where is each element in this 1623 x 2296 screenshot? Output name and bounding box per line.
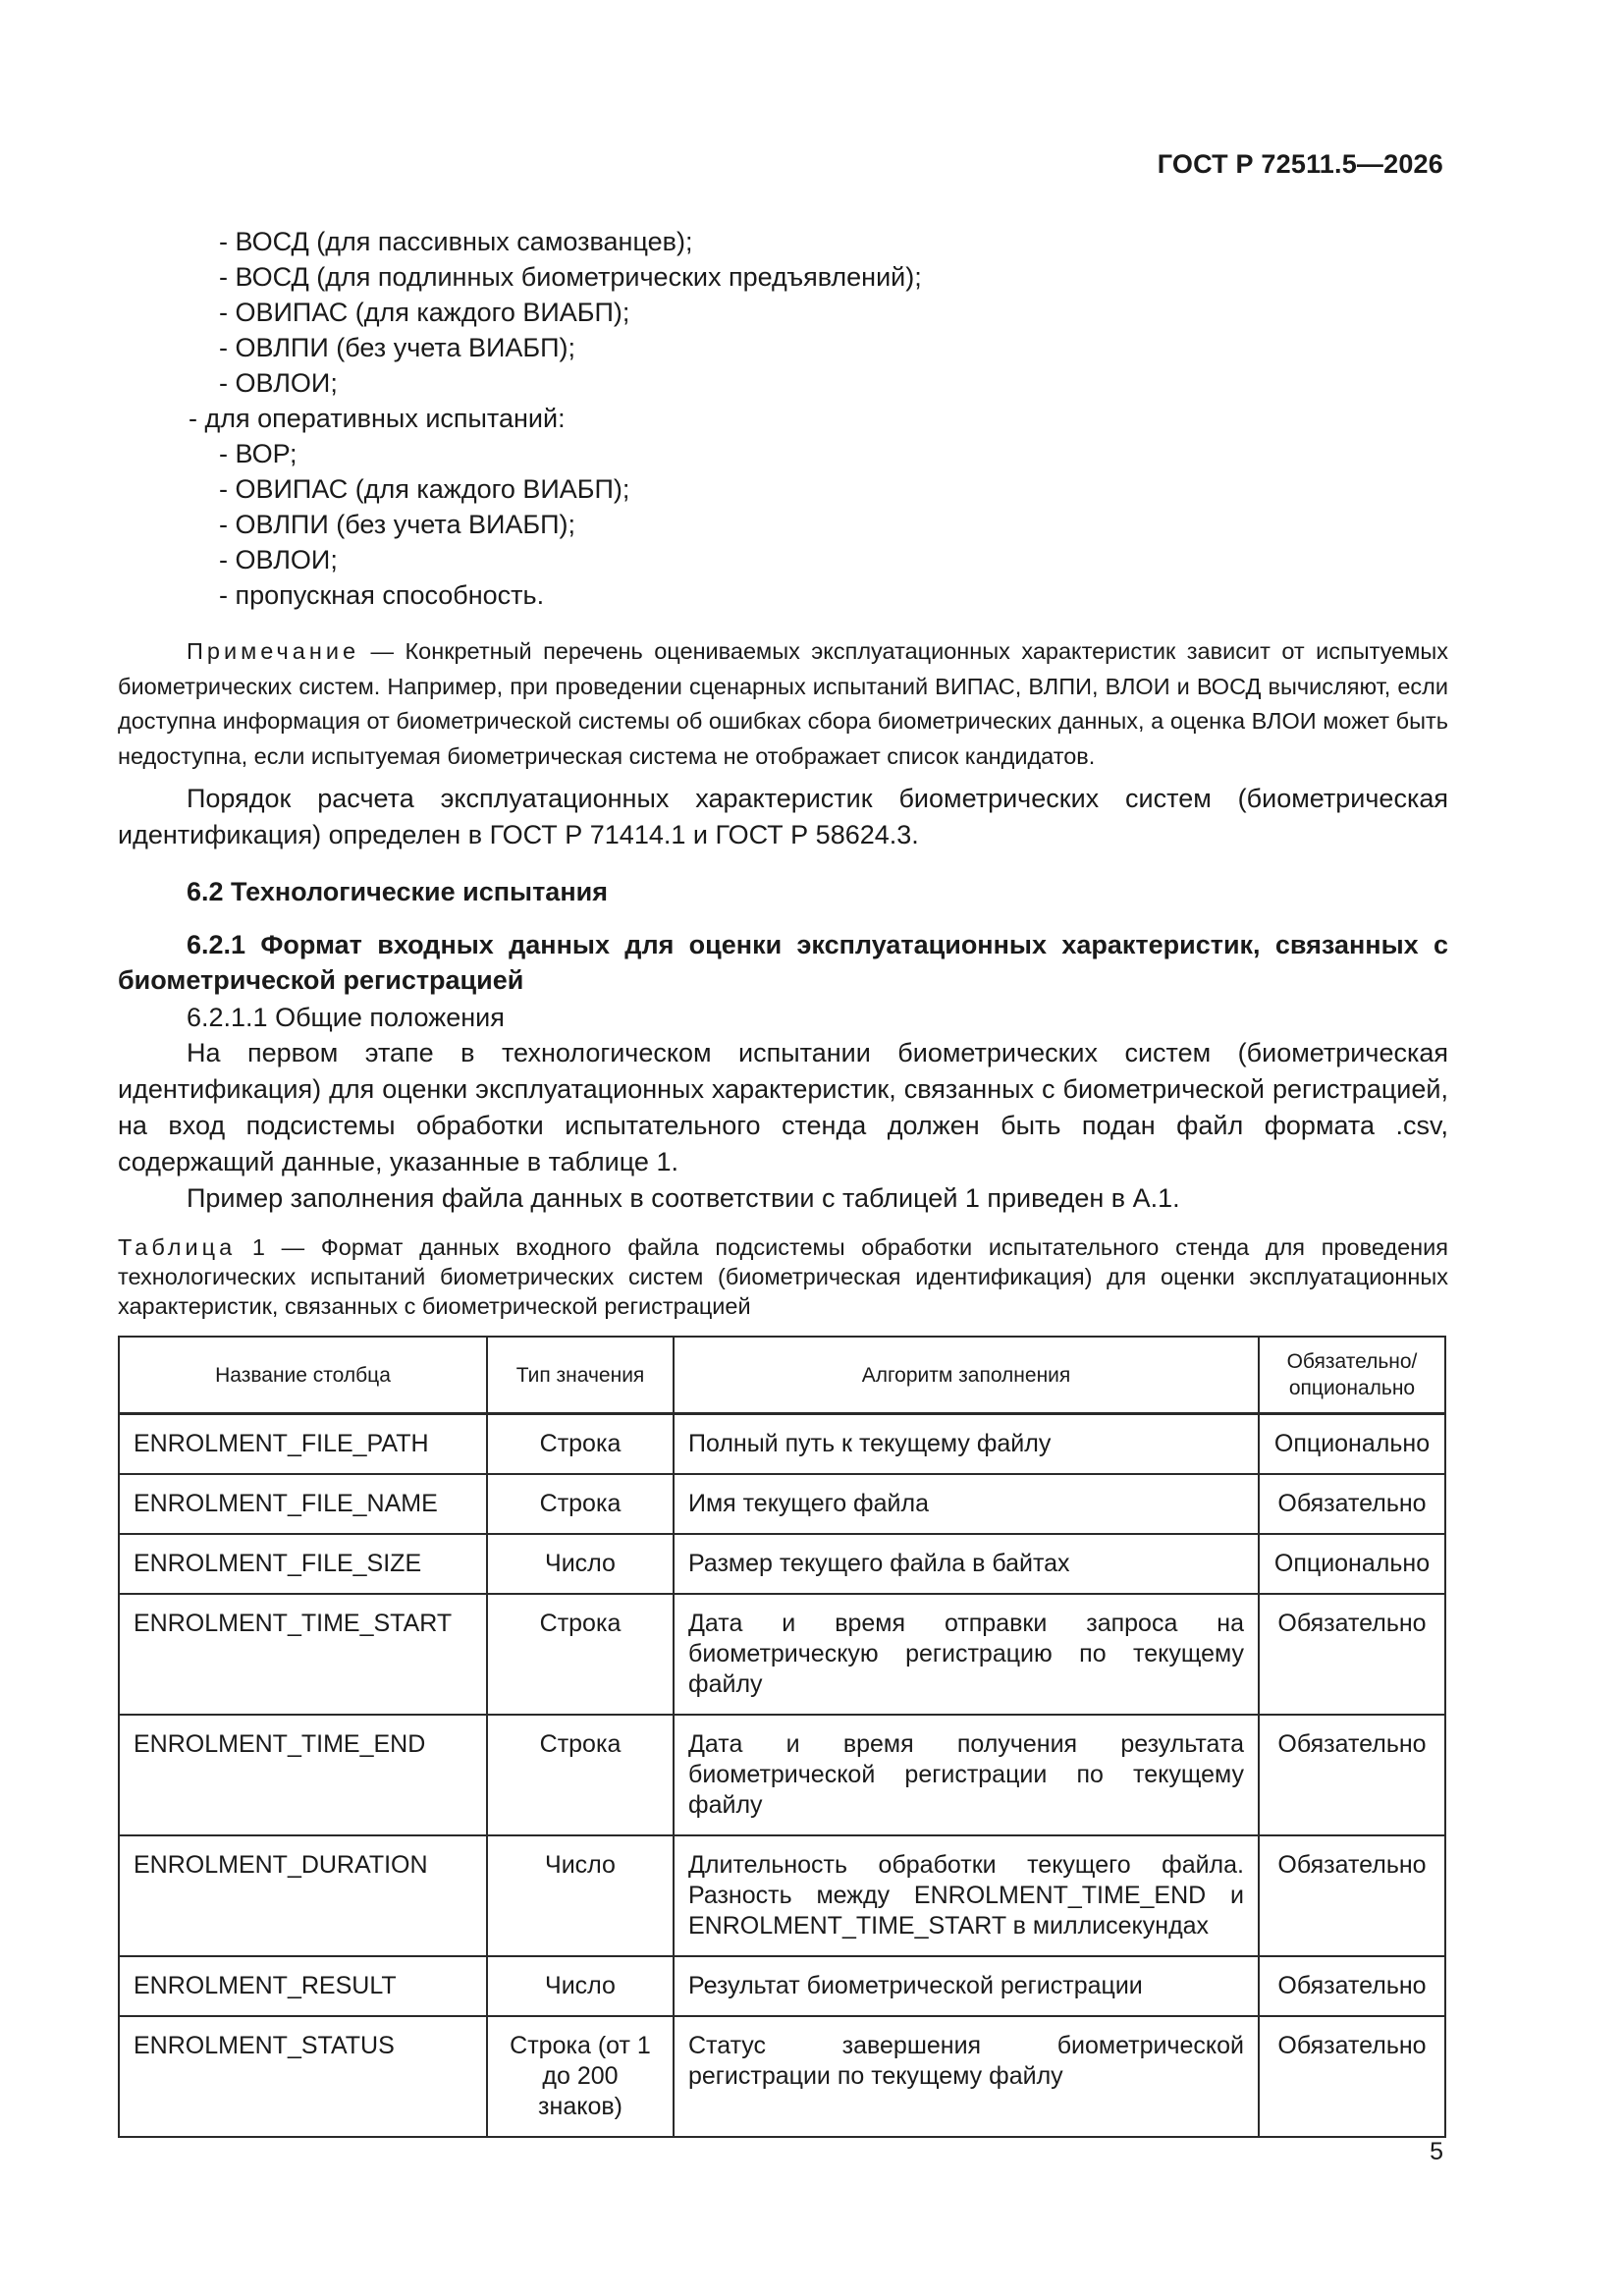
list-item: - для оперативных испытаний: bbox=[189, 404, 566, 433]
column-header: Алгоритм заполнения bbox=[674, 1337, 1259, 1414]
cell-requirement: Опционально bbox=[1259, 1414, 1445, 1475]
note-text: — Конкретный перечень оцениваемых эксплуатационных характеристик зависит от испытуемых биометрических систем. Например, при проведении сценарных испытаний ВИПАС, ВЛПИ, ВЛОИ и ВОСД вычисляют, если доступна информация от биометрической системы об ошибках сбора биометрических данных, а оценка ВЛОИ может быть недоступна, если испытуемая биометрическая система не отображает список кандидатов. bbox=[118, 638, 1448, 769]
section-heading-6-2-1-1: 6.2.1.1 Общие положения bbox=[187, 1003, 505, 1032]
table-caption-label: Таблица bbox=[118, 1234, 237, 1260]
cell-column-name: ENROLMENT_DURATION bbox=[119, 1835, 487, 1956]
note-label: Примечание bbox=[187, 638, 360, 664]
table-row bbox=[119, 1835, 1445, 1956]
cell-value-type: Строка (от 1 до 200 знаков) bbox=[487, 2016, 674, 2137]
cell-value-type: Число bbox=[487, 1956, 674, 2016]
list-item: - ОВИПАС (для каждого ВИАБП); bbox=[219, 474, 630, 504]
cell-fill-algorithm: Длительность обработки текущего файла. Разность между ENROLMENT_TIME_END и ENROLMENT_TIME_START в миллисекундах bbox=[674, 1835, 1259, 1956]
table-caption: Таблица 1 — Формат данных входного файла подсистемы обработки испытательного стенда для проведения технологических испытаний биометрических систем (биометрическая идентификация) для оценки эксплуатационных характеристик, связанных с биометрической регистрацией bbox=[118, 1234, 1448, 1319]
cell-requirement: Обязательно bbox=[1259, 1715, 1445, 1835]
table-row bbox=[119, 2016, 1445, 2137]
table-row bbox=[119, 1715, 1445, 1835]
list-item: - ВОР; bbox=[219, 439, 298, 468]
table-row bbox=[119, 1594, 1445, 1715]
table-row bbox=[119, 1956, 1445, 2016]
list-item: - ОВЛОИ; bbox=[219, 368, 338, 398]
cell-value-type: Строка bbox=[487, 1715, 674, 1835]
table-row bbox=[119, 1534, 1445, 1594]
cell-column-name: ENROLMENT_FILE_NAME bbox=[119, 1474, 487, 1534]
cell-fill-algorithm: Дата и время получения результата биометрической регистрации по текущему файлу bbox=[674, 1715, 1259, 1835]
note-paragraph bbox=[118, 634, 1448, 774]
list-item: - ВОСД (для пассивных самозванцев); bbox=[219, 227, 693, 256]
cell-column-name: ENROLMENT_TIME_END bbox=[119, 1715, 487, 1835]
column-header: Тип значения bbox=[487, 1337, 674, 1414]
document-code: ГОСТ Р 72511.5—2026 bbox=[1157, 149, 1443, 179]
cell-column-name: ENROLMENT_RESULT bbox=[119, 1956, 487, 2016]
cell-value-type: Строка bbox=[487, 1594, 674, 1715]
section-heading-6-2: 6.2 Технологические испытания bbox=[187, 877, 608, 906]
list-item: - ОВЛОИ; bbox=[219, 545, 338, 574]
example-paragraph: Пример заполнения файла данных в соответствии с таблицей 1 приведен в А.1. bbox=[187, 1183, 1180, 1213]
cell-column-name: ENROLMENT_FILE_PATH bbox=[119, 1414, 487, 1475]
list-item: - ОВИПАС (для каждого ВИАБП); bbox=[219, 298, 630, 327]
cell-fill-algorithm: Имя текущего файла bbox=[674, 1474, 1259, 1534]
cell-column-name: ENROLMENT_FILE_SIZE bbox=[119, 1534, 487, 1594]
cell-requirement: Опционально bbox=[1259, 1534, 1445, 1594]
cell-fill-algorithm: Статус завершения биометрической регистрации по текущему файлу bbox=[674, 2016, 1259, 2137]
cell-requirement: Обязательно bbox=[1259, 2016, 1445, 2137]
column-header: Обязательно/ опционально bbox=[1259, 1337, 1445, 1414]
list-item: - ОВЛПИ (без учета ВИАБП); bbox=[219, 333, 575, 362]
list-item: - пропускная способность. bbox=[219, 580, 545, 610]
calc-paragraph: Порядок расчета эксплуатационных характеристик биометрических систем (биометрическая идентификация) определен в ГОСТ Р 71414.1 и ГОСТ Р 58624.3. bbox=[118, 784, 1448, 849]
table-header-row bbox=[119, 1337, 1445, 1414]
cell-fill-algorithm: Дата и время отправки запроса на биометрическую регистрацию по текущему файлу bbox=[674, 1594, 1259, 1715]
section-heading-6-2-1: 6.2.1 Формат входных данных для оценки эксплуатационных характеристик, связанных с биометрической регистрацией bbox=[118, 930, 1448, 995]
table-row bbox=[119, 1414, 1445, 1475]
list-item: - ОВЛПИ (без учета ВИАБП); bbox=[219, 510, 575, 539]
cell-value-type: Число bbox=[487, 1835, 674, 1956]
cell-value-type: Строка bbox=[487, 1474, 674, 1534]
cell-requirement: Обязательно bbox=[1259, 1956, 1445, 2016]
column-header: Название столбца bbox=[119, 1337, 487, 1414]
cell-column-name: ENROLMENT_STATUS bbox=[119, 2016, 487, 2137]
table-row bbox=[119, 1474, 1445, 1534]
page-number: 5 bbox=[1430, 2138, 1443, 2165]
cell-fill-algorithm: Полный путь к текущему файлу bbox=[674, 1414, 1259, 1475]
cell-requirement: Обязательно bbox=[1259, 1835, 1445, 1956]
cell-requirement: Обязательно bbox=[1259, 1474, 1445, 1534]
cell-value-type: Строка bbox=[487, 1414, 674, 1475]
data-format-table bbox=[118, 1336, 1446, 2138]
cell-requirement: Обязательно bbox=[1259, 1594, 1445, 1715]
cell-fill-algorithm: Результат биометрической регистрации bbox=[674, 1956, 1259, 2016]
first-stage-paragraph: На первом этапе в технологическом испытании биометрических систем (биометрическая идентификация) для оценки эксплуатационных характеристик, связанных с биометрической регистрацией, на вход подсистемы обработки испытательного стенда должен быть подан файл формата .csv, содержащий данные, указанные в таблице 1. bbox=[118, 1038, 1448, 1176]
cell-value-type: Число bbox=[487, 1534, 674, 1594]
cell-fill-algorithm: Размер текущего файла в байтах bbox=[674, 1534, 1259, 1594]
cell-column-name: ENROLMENT_TIME_START bbox=[119, 1594, 487, 1715]
list-item: - ВОСД (для подлинных биометрических предъявлений); bbox=[219, 262, 922, 292]
